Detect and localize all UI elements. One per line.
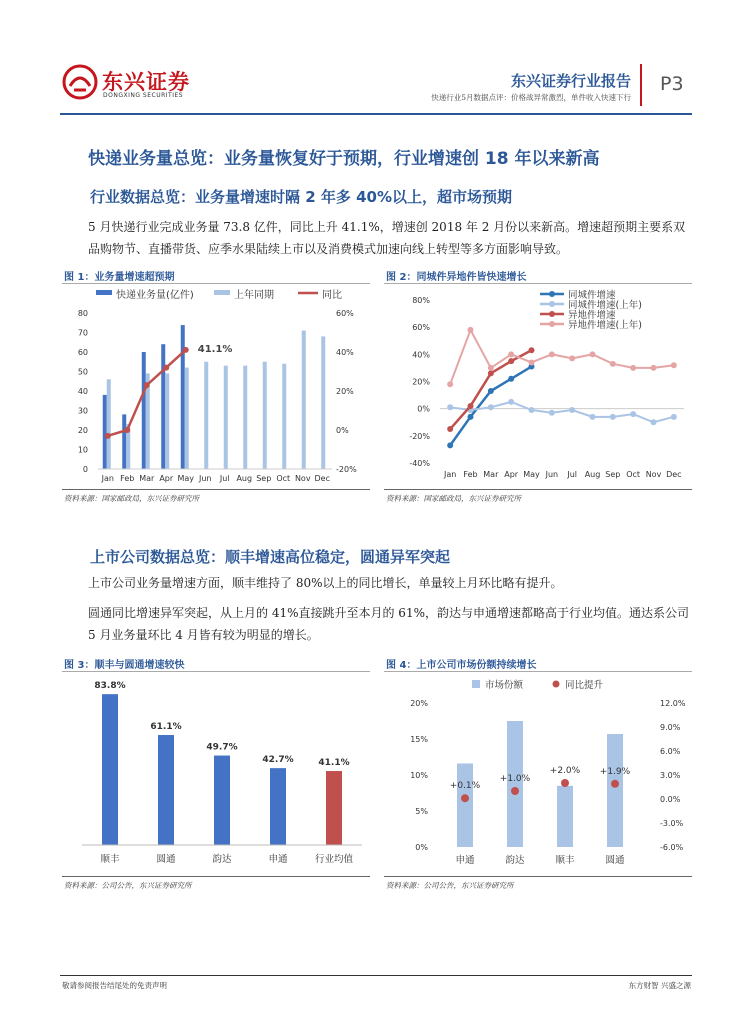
fig1-chart: [62, 285, 370, 487]
y-tick-label: 60%: [412, 323, 430, 333]
y-tick-label: 10: [77, 445, 88, 455]
legend-swatch-prior: [214, 290, 230, 295]
logo-text: 东兴证券: [102, 70, 190, 94]
y-tick-label: 15%: [410, 735, 428, 744]
fig3-caption: 图 3：顺丰与圆通增速较快: [64, 660, 185, 671]
point-series-3: [468, 327, 474, 333]
bar-growth: [158, 735, 174, 845]
bar-prior-year: [302, 331, 306, 469]
x-tick-label: 申通: [268, 854, 288, 865]
point-series-3: [447, 381, 453, 387]
point-series-3: [630, 365, 636, 371]
point-series-1: [488, 404, 494, 410]
fig3-source: 资料来源：公司公告，东兴证券研究所: [64, 881, 192, 890]
data-label-growth: 83.8%: [94, 681, 126, 692]
x-tick-label: Jun: [545, 470, 559, 479]
point-yoy: [183, 347, 189, 353]
x-tick-label: 圆通: [605, 855, 625, 866]
data-label-increase: +0.1%: [449, 781, 481, 792]
fig1-bottom-rule: [62, 489, 370, 490]
footer-disclaimer: 敬请参阅报告结尾处的免责声明: [62, 981, 167, 990]
page-number: P3: [660, 73, 684, 95]
bar-prior-year: [185, 368, 189, 469]
point-series-3: [508, 351, 514, 357]
bar-prior-year: [263, 362, 267, 469]
point-series-0: [508, 376, 514, 382]
x-tick-label: Jan: [443, 470, 457, 479]
data-label-growth: 49.7%: [206, 742, 238, 753]
point-yoy: [124, 427, 130, 433]
point-share-increase: [611, 780, 619, 788]
bar-volume: [142, 352, 146, 469]
header-divider: [640, 64, 642, 106]
bar-growth: [270, 768, 286, 845]
y2-tick-label: 9.0%: [660, 723, 681, 732]
point-series-1: [508, 399, 514, 405]
x-tick-label: 顺丰: [555, 855, 575, 866]
fig4-source: 资料来源：公司公告，东兴证券研究所: [386, 881, 514, 890]
point-series-1: [671, 414, 677, 420]
bar-market-share: [457, 763, 473, 847]
bar-prior-year: [282, 364, 286, 469]
legend-label-share: 市场份额: [485, 680, 524, 691]
point-series-2: [447, 426, 453, 432]
fig4-bottom-rule: [384, 876, 692, 877]
x-tick-label: Sep: [605, 470, 621, 479]
bar-prior-year: [243, 366, 247, 469]
legend-label-yoy: 同比: [322, 290, 342, 301]
annotation-yoy: 41.1%: [197, 343, 233, 355]
bar-volume: [161, 344, 165, 469]
y-tick-label: 40%: [412, 350, 430, 360]
fig4-chart: [384, 673, 692, 873]
point-series-1: [651, 419, 657, 425]
y-tick-label: 40: [77, 387, 88, 396]
bar-prior-year: [321, 336, 325, 469]
y-tick-label: 5%: [415, 807, 428, 816]
x-tick-label: Dec: [666, 470, 682, 479]
report-subtitle: 快递行业5月数据点评：价格战异常激烈，单件收入快速下行: [431, 93, 631, 102]
point-series-1: [549, 410, 555, 416]
x-tick-label: 韵达: [212, 854, 232, 865]
point-series-3: [529, 359, 535, 365]
fig4-top-rule: [384, 671, 692, 672]
company-logo-icon: [62, 64, 98, 100]
x-tick-label: Mar: [139, 474, 155, 483]
x-tick-label: 圆通: [156, 854, 176, 865]
bar-growth: [214, 756, 230, 845]
footer-slogan: 东方财智 兴盛之源: [628, 981, 691, 990]
y2-tick-label: 20%: [336, 387, 354, 396]
y-tick-label: 80: [77, 309, 88, 318]
point-series-0: [447, 442, 453, 448]
legend-marker-2: [549, 311, 555, 317]
bar-volume: [181, 325, 185, 469]
y-tick-label: 60: [77, 348, 88, 357]
point-yoy: [163, 365, 169, 371]
legend-label-0: 同城件增速: [568, 290, 616, 301]
y-tick-label: 20: [77, 426, 88, 435]
y-tick-label: 20%: [412, 377, 430, 387]
fig3-bottom-rule: [62, 876, 370, 877]
point-series-0: [488, 388, 494, 394]
point-series-3: [651, 365, 657, 371]
y-tick-label: 50: [77, 367, 88, 377]
legend-label-prior: 上年同期: [234, 290, 274, 301]
y2-tick-label: 3.0%: [660, 771, 681, 780]
x-tick-label: Apr: [159, 474, 174, 483]
point-series-0: [468, 414, 474, 420]
legend-label-increase: 同比提升: [565, 680, 604, 691]
y2-tick-label: 12.0%: [660, 699, 686, 708]
legend-label-2: 异地件增速: [568, 310, 616, 321]
point-series-2: [488, 370, 494, 376]
y2-tick-label: -20%: [336, 465, 357, 474]
y2-tick-label: 0.0%: [660, 795, 681, 804]
y-tick-label: 30: [77, 406, 88, 416]
x-tick-label: Jul: [567, 470, 577, 479]
fig3-chart: [62, 673, 370, 873]
logo-english: DONGXING SECURITIES: [103, 92, 184, 99]
x-tick-label: Feb: [463, 470, 478, 479]
subsection-title-listed: 上市公司数据总览：顺丰增速高位稳定，圆通异军突起: [90, 548, 451, 566]
x-tick-label: Aug: [236, 474, 253, 483]
data-label-growth: 42.7%: [262, 755, 294, 766]
legend-marker-increase: [553, 681, 560, 688]
footer-rule: [60, 975, 692, 976]
bar-volume: [122, 414, 126, 469]
paragraph-listed-1: 上市公司业务量增速方面，顺丰维持了 80%以上的同比增长，单量较上月环比略有提升。: [88, 576, 563, 590]
bar-market-share: [557, 786, 573, 847]
point-series-1: [447, 404, 453, 410]
paragraph-industry: 5 月快递行业完成业务量 73.8 亿件，同比上升 41.1%，增速创 2018 年 2 月份以来新高。增速超预期主要系双品购物节、直播带货、应季水果陆续上市以及消费模式加速向线上转型等多方面影响导致。: [88, 220, 686, 256]
y-tick-label: 0: [82, 465, 88, 474]
point-series-2: [468, 403, 474, 409]
y2-tick-label: 0%: [336, 426, 349, 435]
y-tick-label: -20%: [409, 431, 430, 441]
point-series-3: [610, 361, 616, 367]
point-series-1: [590, 414, 596, 420]
y-tick-label: 0%: [415, 843, 428, 852]
fig2-source: 资料来源：国家邮政局，东兴证券研究所: [386, 494, 521, 503]
bar-growth: [326, 771, 342, 845]
point-series-3: [671, 362, 677, 368]
bar-volume: [103, 395, 107, 469]
legend-marker-3: [549, 321, 555, 327]
x-tick-label: Jan: [101, 474, 114, 483]
y-tick-label: 70: [77, 328, 88, 338]
header-rule: [60, 113, 692, 115]
point-series-3: [549, 351, 555, 357]
bar-market-share: [507, 721, 523, 847]
bar-prior-year: [165, 373, 169, 469]
x-tick-label: Sep: [256, 474, 272, 483]
y-tick-label: 20%: [410, 699, 428, 708]
x-tick-label: Nov: [645, 470, 662, 479]
legend-label-3: 异地件增速(上年): [568, 320, 642, 331]
x-tick-label: Dec: [314, 474, 330, 483]
point-series-1: [569, 407, 575, 413]
bar-prior-year: [204, 362, 208, 469]
x-tick-label: 韵达: [505, 855, 525, 866]
x-tick-label: Jul: [219, 474, 230, 483]
x-tick-label: Feb: [120, 474, 135, 483]
subsection-title-industry: 行业数据总览：业务量增速时隔 2 年多 40%以上，超市场预期: [90, 188, 513, 206]
point-series-1: [630, 411, 636, 417]
point-yoy: [144, 382, 150, 388]
data-label-increase: +2.0%: [549, 766, 581, 776]
x-tick-label: Oct: [276, 474, 291, 483]
line-series-1: [450, 402, 674, 422]
point-yoy: [105, 433, 111, 439]
bar-prior-year: [107, 379, 111, 469]
y-tick-label: -40%: [409, 459, 430, 468]
point-share-increase: [561, 779, 569, 787]
x-tick-label: Aug: [584, 470, 601, 479]
bar-market-share: [607, 734, 623, 847]
x-tick-label: 行业均值: [314, 854, 354, 865]
fig2-chart: [384, 285, 692, 487]
fig2-caption: 图 2：同城件异地件皆快速增长: [386, 272, 527, 283]
paragraph-listed-2: 圆通同比增速异军突起，从上月的 41%直接跳升至本月的 61%，韵达与申通增速都略高于行业均值。通达系公司 5 月业务量环比 4 月皆有较为明显的增长。: [88, 606, 689, 642]
y-tick-label: 0%: [417, 404, 430, 414]
point-series-2: [529, 347, 535, 353]
line-series-3: [450, 330, 674, 384]
section-title: 快递业务量总览：业务量恢复好于预期，行业增速创 18 年以来新高: [88, 149, 600, 169]
y2-tick-label: -3.0%: [660, 819, 684, 828]
legend-label-volume: 快递业务量(亿件): [116, 290, 194, 301]
bar-prior-year: [224, 366, 228, 469]
fig3-top-rule: [62, 671, 370, 672]
x-tick-label: Mar: [483, 470, 499, 479]
x-tick-label: May: [523, 470, 540, 479]
legend-swatch-share: [472, 680, 480, 688]
x-tick-label: Jun: [199, 474, 212, 483]
y-tick-label: 10%: [410, 771, 428, 780]
bar-growth: [102, 694, 118, 845]
fig1-caption: 图 1：业务量增速超预期: [64, 272, 175, 283]
x-tick-label: May: [177, 474, 195, 483]
legend-marker-1: [549, 301, 555, 307]
y2-tick-label: 60%: [336, 309, 354, 318]
x-tick-label: 顺丰: [100, 854, 120, 865]
y-tick-label: 80%: [412, 296, 430, 305]
point-share-increase: [461, 794, 469, 802]
legend-label-1: 同城件增速(上年): [568, 300, 642, 311]
fig2-top-rule: [384, 283, 692, 284]
x-tick-label: Nov: [294, 474, 311, 483]
data-label-increase: +1.0%: [499, 774, 531, 784]
fig1-top-rule: [62, 283, 370, 284]
data-label-increase: +1.9%: [599, 766, 631, 777]
point-series-1: [610, 414, 616, 420]
legend-marker-0: [549, 291, 555, 297]
fig2-bottom-rule: [384, 489, 692, 490]
x-tick-label: 申通: [455, 855, 475, 866]
point-series-3: [590, 351, 596, 357]
data-label-growth: 41.1%: [318, 758, 350, 769]
legend-swatch-volume: [96, 290, 112, 295]
y2-tick-label: 6.0%: [660, 747, 681, 756]
x-tick-label: Apr: [504, 470, 519, 479]
point-series-2: [508, 358, 514, 364]
point-share-increase: [511, 787, 519, 795]
fig4-caption: 图 4：上市公司市场份额持续增长: [386, 660, 537, 671]
y2-tick-label: -6.0%: [660, 843, 684, 852]
report-type: 东兴证券行业报告: [510, 72, 631, 90]
y2-tick-label: 40%: [336, 348, 354, 357]
data-label-growth: 61.1%: [150, 722, 182, 733]
point-series-3: [488, 365, 494, 371]
x-tick-label: Oct: [626, 470, 641, 479]
fig1-source: 资料来源：国家邮政局，东兴证券研究所: [64, 494, 199, 503]
point-series-3: [569, 355, 575, 361]
point-series-1: [529, 407, 535, 413]
